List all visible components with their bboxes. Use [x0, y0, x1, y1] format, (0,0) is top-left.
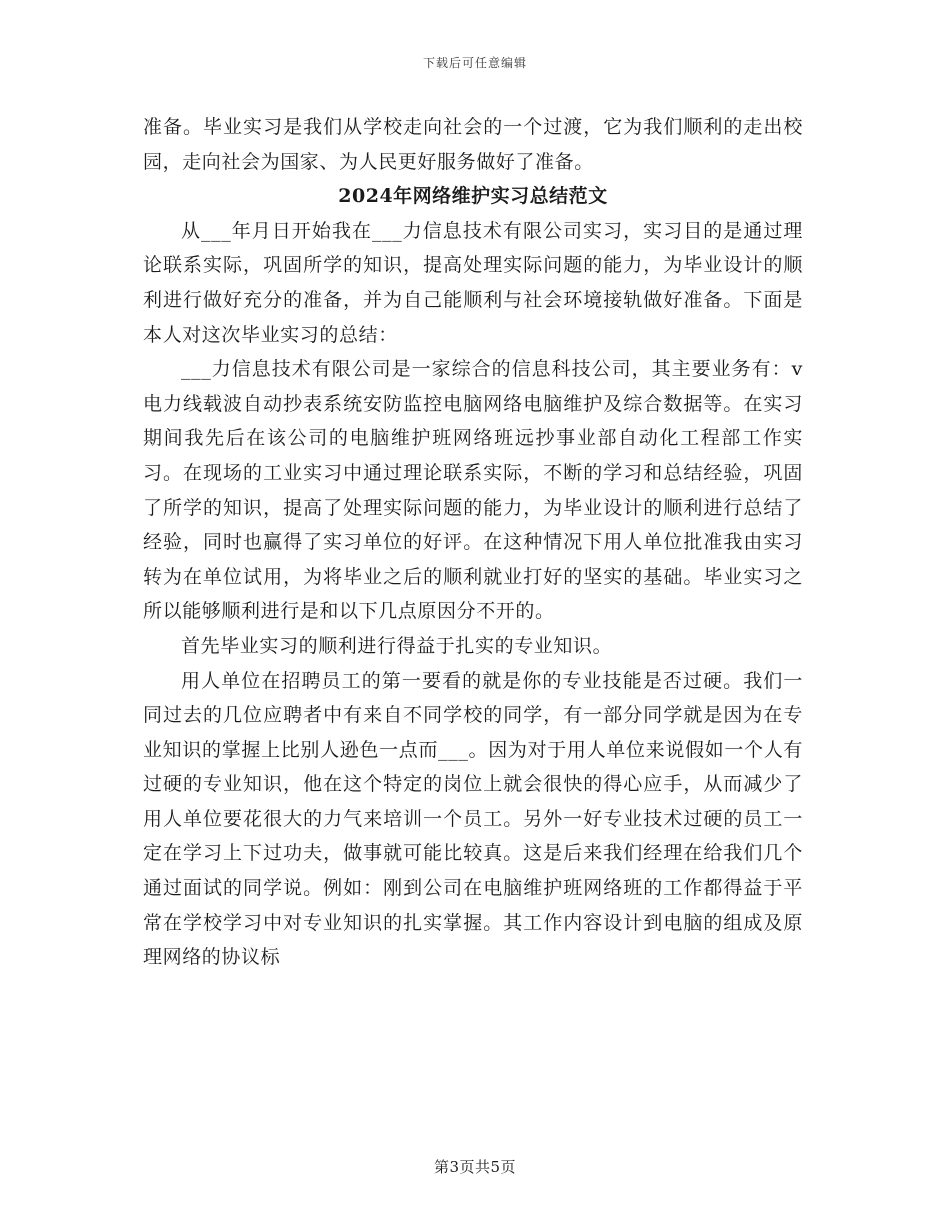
section-title: 2024年网络维护实习总结范文 — [338, 185, 608, 208]
paragraph-professional-skills: 用人单位在招聘员工的第一要看的就是你的专业技能是否过硬。我们一同过去的几位应聘者中有来自不同学校的同学，有一部分同学就是因为在专业知识的掌握上比别人逊色一点而___。因为对于用人单位来说假如一个人有过硬的专业知识，他在这个特定的岗位上就会很快的得心应手，从而减少了用人单位要花很大的力气来培训一个员工。另外一好专业技术过硬的员工一定在学习上下过功夫，做事就可能比较真。这是后来我们经理在给我们几个通过面试的同学说。例如：刚到公司在电脑维护班网络班的工作都得益于平常在学校学习中对专业知识的扎实掌握。其工作内容设计到电脑的组成及原理网络的协议标 — [143, 669, 803, 969]
document-body — [143, 110, 803, 975]
paragraph-company: ___力信息技术有限公司是一家综合的信息科技公司，其主要业务有：v电力线载波自动抄表系统安防监控电脑网络电脑维护及综合数据等。在实习期间我先后在该公司的电脑维护班网络班远抄事业部自动化工程部工作实习。在现场的工业实习中通过理论联系实际，不断的学习和总结经验，巩固了所学的知识，提高了处理实际问题的能力，为毕业设计的顺利进行总结了经验，同时也赢得了实习单位的好评。在这种情况下用人单位批准我由实习转为在单位试用，为将毕业之后的顺利就业打好的坚实的基础。毕业实习之所以能够顺利进行是和以下几点原因分不开的。 — [143, 358, 803, 623]
page-header: 下载后可任意编辑 — [422, 56, 527, 70]
paragraph-intro: 从___年月日开始我在___力信息技术有限公司实习，实习目的是通过理论联系实际，巩固所学的知识，提高处理实际问题的能力，为毕业设计的顺利进行做好充分的准备，并为自己能顺利与社会环境接轨做好准备。下面是本人对这次毕业实习的总结： — [143, 219, 803, 346]
paragraph-reason-heading: 首先毕业实习的顺利进行得益于扎实的专业知识。 — [181, 634, 613, 657]
paragraph-continuation: 准备。毕业实习是我们从学校走向社会的一个过渡，它为我们顺利的走出校园，走向社会为国家、为人民更好服务做好了准备。 — [143, 116, 803, 173]
page-number: 第3页共5页 — [433, 1158, 517, 1176]
